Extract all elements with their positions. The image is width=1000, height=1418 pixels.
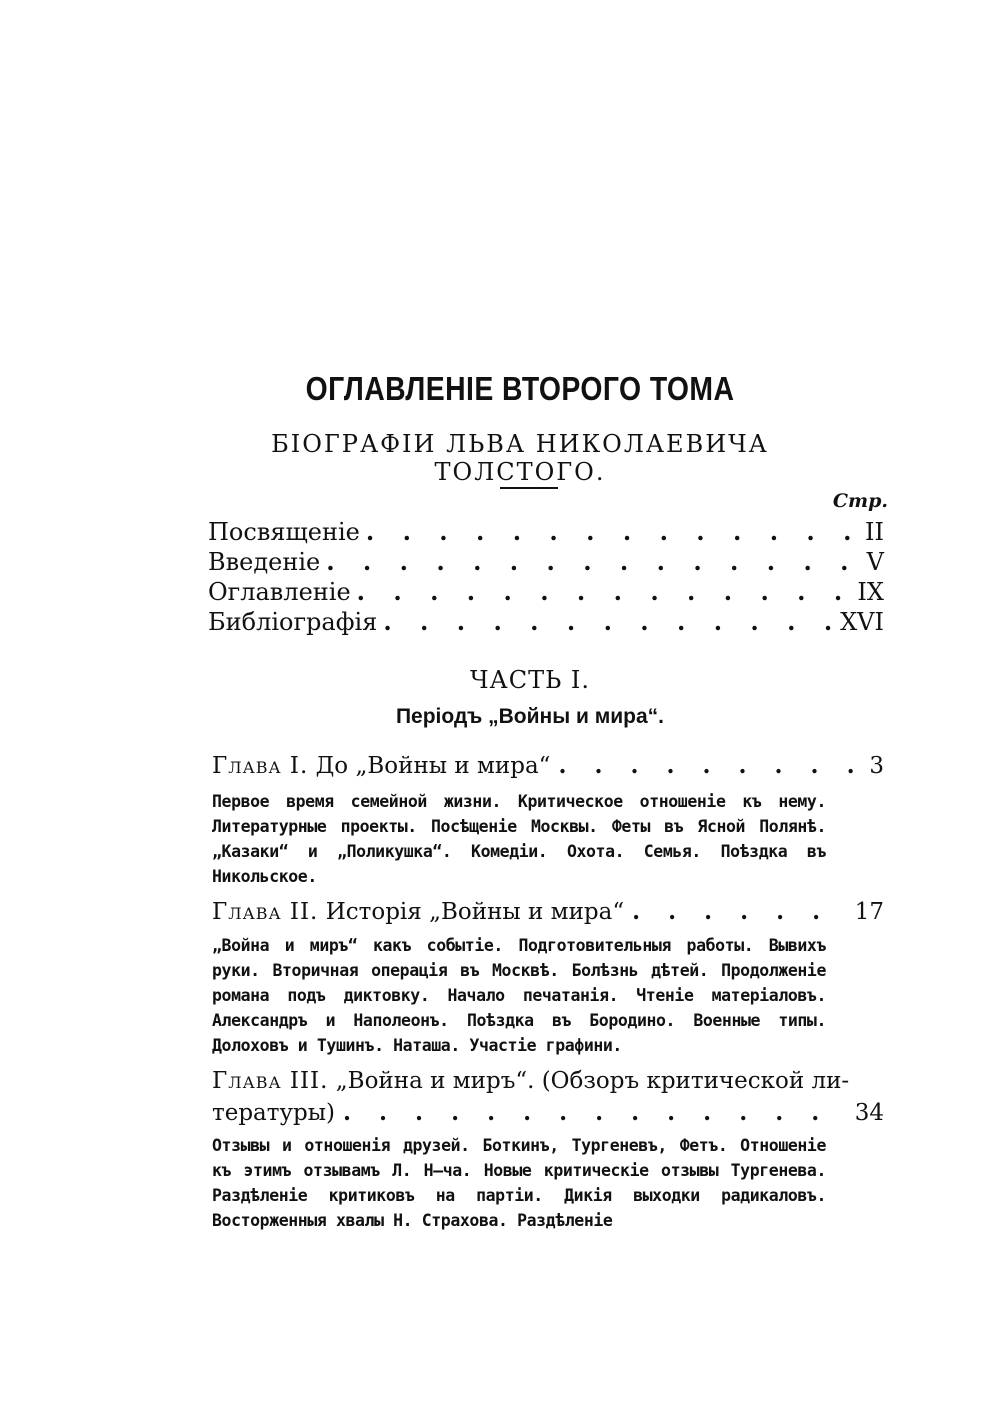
dot-leader: [343, 1099, 847, 1126]
toc-chapter-3[interactable]: [212, 1099, 884, 1126]
chapter-number: Глава II.: [212, 899, 319, 925]
page-column-label: Стр.: [832, 490, 888, 512]
toc-entry-page: XVI: [840, 608, 884, 636]
page-title: ОГЛАВЛЕНІЕ ВТОРОГО ТОМА: [305, 370, 735, 407]
chapter-title: Исторія „Войны и мира“: [325, 899, 625, 925]
toc-entry-label: Библіографія: [208, 608, 378, 636]
toc-chapter-1[interactable]: [212, 752, 884, 779]
chapter-number: Глава III.: [212, 1068, 329, 1094]
period-heading: Періодъ „Войны и мира“.: [395, 705, 665, 728]
dot-leader: [383, 607, 834, 636]
toc-entry-page: IX: [857, 578, 884, 606]
chapter-page: 17: [854, 899, 884, 925]
chapter-summary: „Война и миръ“ какъ событіе. Подготовительныя работы. Вывихъ руки. Вторичная операція въ Москвѣ. Болѣзнь дѣтей. Продолженіе романа подъ диктовку. Начало печатанія. Чтеніе матеріаловъ. Александръ и Наполеонъ. Поѣздка въ Бородино. Военные типы. Долоховъ и Тушинъ. Наташа. Участіе графини.: [212, 936, 826, 1055]
toc-entry-label: Оглавленіе: [208, 578, 351, 606]
chapter-title-continued: тературы): [212, 1100, 336, 1126]
chapter-title: „Война и миръ“. (Обзоръ критической ли-: [335, 1068, 850, 1094]
toc-entry-bibliography[interactable]: [208, 607, 884, 637]
chapter-summary: Отзывы и отношенія друзей. Боткинъ, Тургеневъ, Фетъ. Отношеніе къ этимъ отзывамъ Л. Н—ча. Новые критическіе отзывы Тургенева. Раздѣленіе критиковъ на партіи. Дикія выходки радикаловъ. Восторженныя хвалы Н. Страхова. Раздѣленіе: [212, 1136, 826, 1230]
chapter-title: До „Войны и мира“: [315, 753, 551, 779]
chapter-page: 34: [854, 1100, 884, 1126]
dot-leader: [632, 898, 847, 925]
chapter-number: Глава I.: [212, 753, 309, 779]
dot-leader: [326, 547, 860, 576]
dot-leader: [558, 752, 861, 779]
part-heading: ЧАСТЬ I.: [469, 666, 590, 694]
page-subtitle: БІОГРАФІИ ЛЬВА НИКОЛАЕВИЧА ТОЛСТОГО.: [271, 430, 769, 486]
title-divider: [500, 487, 558, 489]
chapter-heading: [212, 753, 550, 779]
chapter-page: 3: [869, 753, 884, 779]
chapter-heading: [212, 899, 624, 925]
toc-entry-dedication[interactable]: [208, 517, 884, 547]
dot-leader: [366, 517, 859, 546]
toc-chapter-2[interactable]: [212, 898, 884, 925]
toc-entry-page: II: [865, 518, 884, 546]
toc-entry-introduction[interactable]: [208, 547, 884, 577]
toc-entry-label: Введеніе: [208, 548, 321, 576]
toc-entry-label: Посвященіе: [208, 518, 360, 546]
toc-entry-page: V: [866, 548, 884, 576]
chapter-summary: Первое время семейной жизни. Критическое отношеніе къ нему. Литературные проекты. Посѣщеніе Москвы. Феты въ Ясной Полянѣ. „Казаки“ и „Поликушка“. Комедіи. Охота. Семья. Поѣздка въ Никольское.: [212, 792, 826, 886]
dot-leader: [357, 577, 852, 606]
toc-entry-contents[interactable]: [208, 577, 884, 607]
toc-chapter-3-heading[interactable]: [212, 1068, 850, 1094]
